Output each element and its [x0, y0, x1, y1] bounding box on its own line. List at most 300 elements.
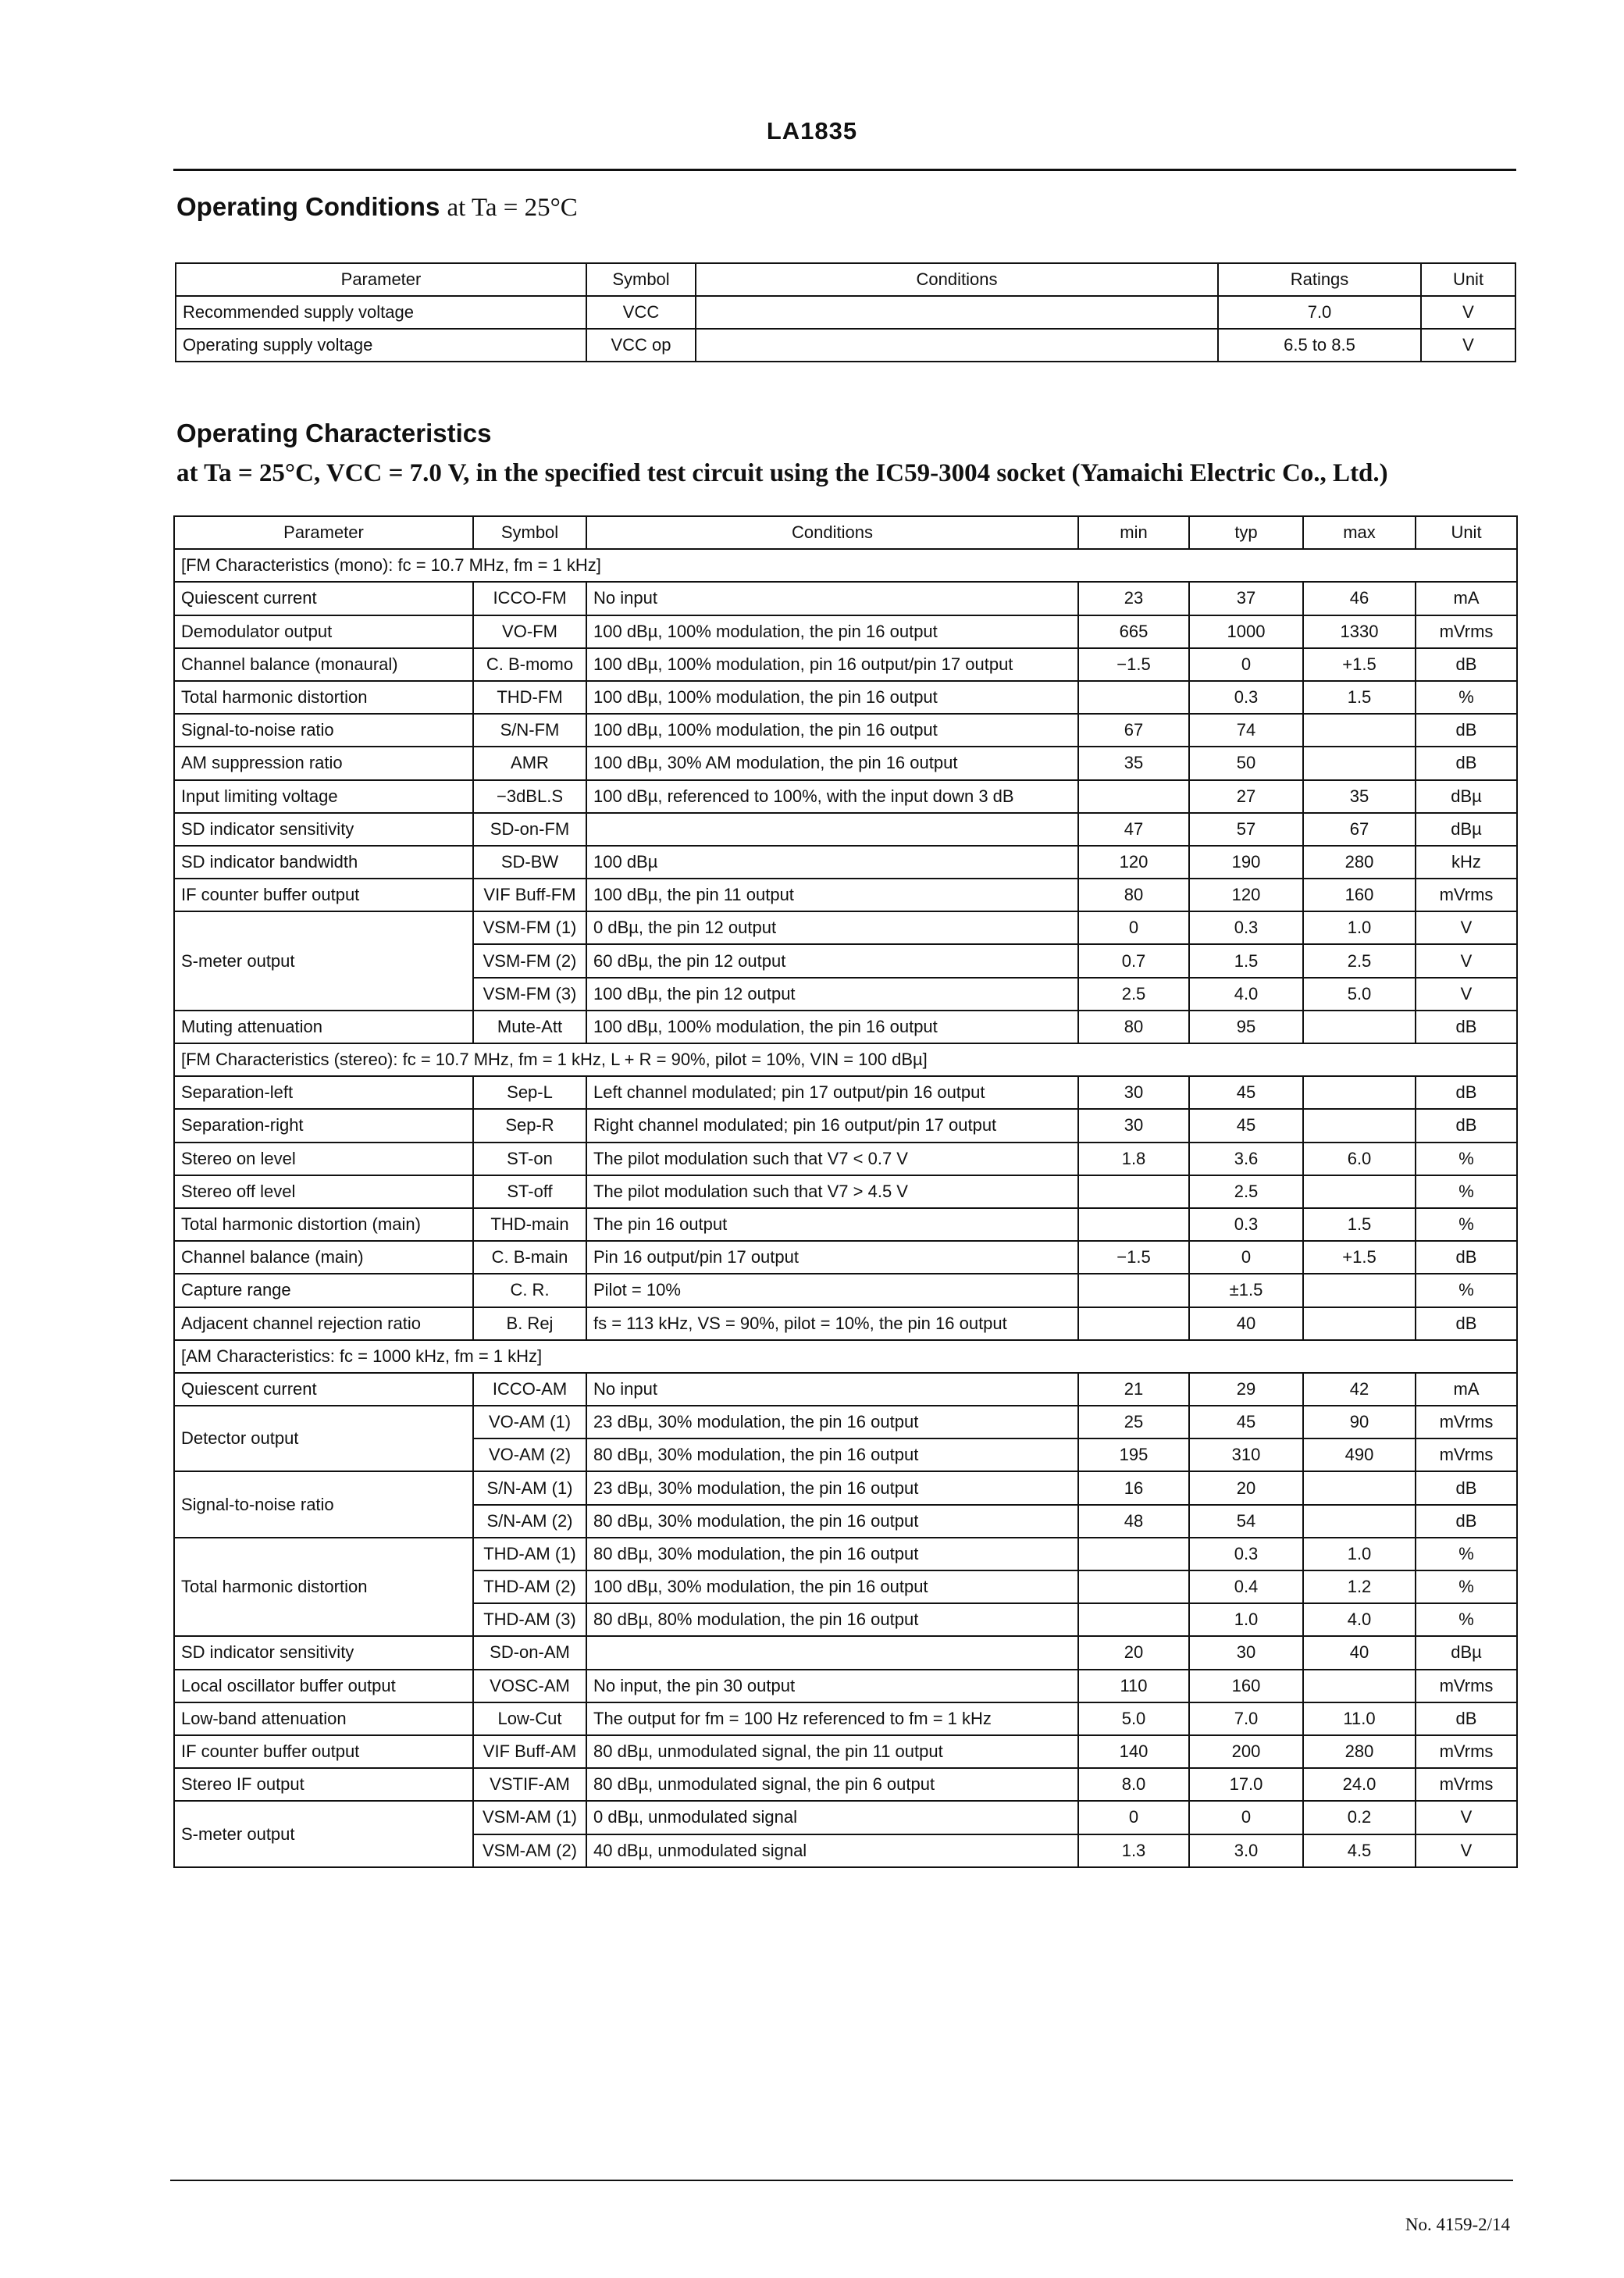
table-row [174, 615, 1517, 648]
operating-characteristics-table [173, 515, 1518, 1868]
min-cell: −1.5 [1078, 1241, 1189, 1274]
unit-cell: % [1416, 1175, 1517, 1208]
unit-cell: V [1416, 1801, 1517, 1834]
column-header: Conditions [696, 263, 1218, 296]
table-row [174, 879, 1517, 911]
typ-cell: 2.5 [1189, 1175, 1303, 1208]
max-cell: 160 [1303, 879, 1416, 911]
min-cell: 25 [1078, 1406, 1189, 1438]
conditions-cell: 100 dBµ, 100% modulation, the pin 16 output [586, 714, 1078, 747]
parameter-cell: SD indicator sensitivity [174, 813, 473, 846]
max-cell: 90 [1303, 1406, 1416, 1438]
min-cell: 0.7 [1078, 944, 1189, 977]
table-row [174, 1011, 1517, 1043]
typ-cell: 4.0 [1189, 978, 1303, 1011]
unit-cell: mVrms [1416, 615, 1517, 648]
max-cell: 280 [1303, 846, 1416, 879]
conditions-cell: 23 dBµ, 30% modulation, the pin 16 output [586, 1471, 1078, 1504]
page-title: LA1835 [766, 117, 858, 144]
symbol-cell: C. B-momo [473, 648, 586, 681]
unit-cell: % [1416, 1143, 1517, 1175]
unit-cell: dB [1416, 648, 1517, 681]
max-cell: 42 [1303, 1373, 1416, 1406]
min-cell: 35 [1078, 747, 1189, 779]
unit-cell: % [1416, 1570, 1517, 1603]
typ-cell: 1.5 [1189, 944, 1303, 977]
typ-cell: 0.3 [1189, 681, 1303, 714]
table-row [174, 911, 1517, 944]
parameter-cell: Separation-right [174, 1109, 473, 1142]
typ-cell: 45 [1189, 1076, 1303, 1109]
parameter-cell: Signal-to-noise ratio [174, 714, 473, 747]
symbol-cell: Mute-Att [473, 1011, 586, 1043]
symbol-cell: VSTIF-AM [473, 1768, 586, 1801]
min-cell: 67 [1078, 714, 1189, 747]
conditions-cell: 60 dBµ, the pin 12 output [586, 944, 1078, 977]
parameter-cell: Input limiting voltage [174, 780, 473, 813]
table-row [174, 1768, 1517, 1801]
symbol-cell: VOSC-AM [473, 1670, 586, 1702]
parameter-cell: Capture range [174, 1274, 473, 1307]
max-cell: 1.2 [1303, 1570, 1416, 1603]
conditions-cell: 100 dBµ, 30% AM modulation, the pin 16 output [586, 747, 1078, 779]
unit-cell: dB [1416, 1109, 1517, 1142]
typ-cell: 0.3 [1189, 1538, 1303, 1570]
table-cell: VCC op [586, 329, 696, 362]
table-row [174, 1076, 1517, 1109]
min-cell: 21 [1078, 1373, 1189, 1406]
min-cell: 23 [1078, 582, 1189, 615]
table-cell: V [1421, 329, 1515, 362]
max-cell: +1.5 [1303, 1241, 1416, 1274]
min-cell: 5.0 [1078, 1702, 1189, 1735]
min-cell: 80 [1078, 1011, 1189, 1043]
table-row [174, 846, 1517, 879]
parameter-cell: S-meter output [174, 911, 473, 1011]
min-cell: 48 [1078, 1505, 1189, 1538]
max-cell: 11.0 [1303, 1702, 1416, 1735]
min-cell [1078, 1603, 1189, 1636]
max-cell: 0.2 [1303, 1801, 1416, 1834]
unit-cell: dB [1416, 1505, 1517, 1538]
typ-cell: 17.0 [1189, 1768, 1303, 1801]
table-row [174, 1801, 1517, 1834]
parameter-cell: IF counter buffer output [174, 879, 473, 911]
symbol-cell: B. Rej [473, 1307, 586, 1340]
conditions-cell: 80 dBµ, unmodulated signal, the pin 6 output [586, 1768, 1078, 1801]
conditions-cell: 100 dBµ, 30% modulation, the pin 16 output [586, 1570, 1078, 1603]
max-cell [1303, 1505, 1416, 1538]
symbol-cell: C. B-main [473, 1241, 586, 1274]
min-cell [1078, 1307, 1189, 1340]
parameter-cell: Stereo off level [174, 1175, 473, 1208]
table-cell [696, 329, 1218, 362]
parameter-cell: Channel balance (monaural) [174, 648, 473, 681]
symbol-cell: ST-on [473, 1143, 586, 1175]
table-cell: 7.0 [1218, 296, 1421, 329]
table-row [174, 582, 1517, 615]
unit-cell: mVrms [1416, 1670, 1517, 1702]
conditions-cell [586, 1636, 1078, 1669]
symbol-cell: SD-on-AM [473, 1636, 586, 1669]
table-cell [696, 296, 1218, 329]
operating-characteristics-title: Operating Characteristics [176, 419, 492, 447]
parameter-cell: Signal-to-noise ratio [174, 1471, 473, 1537]
typ-cell: 7.0 [1189, 1702, 1303, 1735]
max-cell: 490 [1303, 1438, 1416, 1471]
min-cell: 1.8 [1078, 1143, 1189, 1175]
symbol-cell: VSM-AM (1) [473, 1801, 586, 1834]
symbol-cell: VSM-FM (2) [473, 944, 586, 977]
table-row [174, 714, 1517, 747]
conditions-cell: 100 dBµ, the pin 12 output [586, 978, 1078, 1011]
parameter-cell: Demodulator output [174, 615, 473, 648]
typ-cell: 27 [1189, 780, 1303, 813]
parameter-cell: S-meter output [174, 1801, 473, 1866]
typ-cell: 0.3 [1189, 1208, 1303, 1241]
conditions-cell: 100 dBµ, 100% modulation, the pin 16 output [586, 1011, 1078, 1043]
table-row [174, 648, 1517, 681]
min-cell: 665 [1078, 615, 1189, 648]
conditions-cell: 23 dBµ, 30% modulation, the pin 16 output [586, 1406, 1078, 1438]
table-row [174, 1241, 1517, 1274]
symbol-cell: VSM-FM (3) [473, 978, 586, 1011]
conditions-cell: No input [586, 582, 1078, 615]
min-cell: 47 [1078, 813, 1189, 846]
table-row [174, 1735, 1517, 1768]
table-cell: V [1421, 296, 1515, 329]
symbol-cell: Sep-R [473, 1109, 586, 1142]
table-row [174, 1175, 1517, 1208]
unit-cell: dB [1416, 1307, 1517, 1340]
symbol-cell: VSM-AM (2) [473, 1834, 586, 1867]
parameter-cell: Recommended supply voltage [176, 296, 586, 329]
typ-cell: 95 [1189, 1011, 1303, 1043]
symbol-cell: Sep-L [473, 1076, 586, 1109]
min-cell: 1.3 [1078, 1834, 1189, 1867]
conditions-cell: 100 dBµ, the pin 11 output [586, 879, 1078, 911]
symbol-cell: ICCO-FM [473, 582, 586, 615]
section-label: [FM Characteristics (mono): fc = 10.7 MHz, fm = 1 kHz] [174, 549, 1517, 582]
unit-cell: mVrms [1416, 1438, 1517, 1471]
min-cell: 110 [1078, 1670, 1189, 1702]
typ-cell: 310 [1189, 1438, 1303, 1471]
table-row [174, 1373, 1517, 1406]
symbol-cell: AMR [473, 747, 586, 779]
conditions-cell: 100 dBµ, 100% modulation, the pin 16 output [586, 615, 1078, 648]
symbol-cell: ICCO-AM [473, 1373, 586, 1406]
table-row [174, 1208, 1517, 1241]
typ-cell: 40 [1189, 1307, 1303, 1340]
conditions-cell: 100 dBµ [586, 846, 1078, 879]
max-cell: 35 [1303, 780, 1416, 813]
header-rule [173, 169, 1516, 171]
unit-cell: dBµ [1416, 1636, 1517, 1669]
unit-cell: dB [1416, 1241, 1517, 1274]
column-header: Symbol [473, 516, 586, 549]
max-cell [1303, 747, 1416, 779]
unit-cell: dB [1416, 1076, 1517, 1109]
max-cell [1303, 1307, 1416, 1340]
typ-cell: 200 [1189, 1735, 1303, 1768]
min-cell [1078, 1175, 1189, 1208]
column-header: Parameter [176, 263, 586, 296]
symbol-cell: VO-FM [473, 615, 586, 648]
conditions-cell: 100 dBµ, 100% modulation, pin 16 output/pin 17 output [586, 648, 1078, 681]
max-cell [1303, 1109, 1416, 1142]
unit-cell: % [1416, 1274, 1517, 1307]
parameter-cell: Muting attenuation [174, 1011, 473, 1043]
section-header-row [174, 549, 1517, 582]
typ-cell: ±1.5 [1189, 1274, 1303, 1307]
table-header-row [176, 263, 1515, 296]
conditions-cell: 0 dBµ, the pin 12 output [586, 911, 1078, 944]
table-cell: 6.5 to 8.5 [1218, 329, 1421, 362]
section-header-row [174, 1340, 1517, 1373]
min-cell: 120 [1078, 846, 1189, 879]
min-cell [1078, 1538, 1189, 1570]
symbol-cell: THD-FM [473, 681, 586, 714]
max-cell: 1330 [1303, 615, 1416, 648]
parameter-cell: Stereo on level [174, 1143, 473, 1175]
max-cell: 67 [1303, 813, 1416, 846]
symbol-cell: THD-AM (2) [473, 1570, 586, 1603]
conditions-cell: 100 dBµ, 100% modulation, the pin 16 output [586, 681, 1078, 714]
min-cell: 8.0 [1078, 1768, 1189, 1801]
typ-cell: 45 [1189, 1109, 1303, 1142]
max-cell: 5.0 [1303, 978, 1416, 1011]
operating-characteristics-subtitle: at Ta = 25°C, VCC = 7.0 V, in the specified test circuit using the IC59-3004 socket (Yamaichi Electric Co., Ltd.) [176, 459, 1388, 487]
table-row [174, 1307, 1517, 1340]
unit-cell: mA [1416, 582, 1517, 615]
typ-cell: 0 [1189, 1801, 1303, 1834]
table-row [174, 1406, 1517, 1438]
typ-cell: 37 [1189, 582, 1303, 615]
min-cell [1078, 1208, 1189, 1241]
parameter-cell: Separation-left [174, 1076, 473, 1109]
max-cell: 1.5 [1303, 1208, 1416, 1241]
section-label: [FM Characteristics (stereo): fc = 10.7 MHz, fm = 1 kHz, L + R = 90%, pilot = 10%, VIN = 100 dBµ] [174, 1043, 1517, 1076]
max-cell: +1.5 [1303, 648, 1416, 681]
section-header-row [174, 1043, 1517, 1076]
parameter-cell: Quiescent current [174, 582, 473, 615]
max-cell [1303, 1471, 1416, 1504]
table-row [174, 1636, 1517, 1669]
typ-cell: 74 [1189, 714, 1303, 747]
symbol-cell: −3dBL.S [473, 780, 586, 813]
parameter-cell: Total harmonic distortion [174, 1538, 473, 1637]
min-cell [1078, 1274, 1189, 1307]
unit-cell: dB [1416, 1471, 1517, 1504]
max-cell [1303, 1274, 1416, 1307]
min-cell: 80 [1078, 879, 1189, 911]
column-header: Conditions [586, 516, 1078, 549]
conditions-cell: The output for fm = 100 Hz referenced to fm = 1 kHz [586, 1702, 1078, 1735]
conditions-cell: 80 dBµ, 80% modulation, the pin 16 output [586, 1603, 1078, 1636]
parameter-cell: SD indicator bandwidth [174, 846, 473, 879]
symbol-cell: S/N-FM [473, 714, 586, 747]
min-cell [1078, 780, 1189, 813]
unit-cell: V [1416, 1834, 1517, 1867]
table-row [174, 780, 1517, 813]
symbol-cell: VSM-FM (1) [473, 911, 586, 944]
max-cell [1303, 1175, 1416, 1208]
typ-cell: 20 [1189, 1471, 1303, 1504]
parameter-cell: Channel balance (main) [174, 1241, 473, 1274]
max-cell [1303, 714, 1416, 747]
symbol-cell: VO-AM (2) [473, 1438, 586, 1471]
conditions-cell [586, 813, 1078, 846]
symbol-cell: THD-AM (3) [473, 1603, 586, 1636]
typ-cell: 0.3 [1189, 911, 1303, 944]
column-header: Unit [1421, 263, 1515, 296]
table-row [176, 296, 1515, 329]
parameter-cell: Detector output [174, 1406, 473, 1471]
parameter-cell: Stereo IF output [174, 1768, 473, 1801]
symbol-cell: S/N-AM (2) [473, 1505, 586, 1538]
conditions-cell: The pin 16 output [586, 1208, 1078, 1241]
column-header: max [1303, 516, 1416, 549]
typ-cell: 50 [1189, 747, 1303, 779]
max-cell: 4.0 [1303, 1603, 1416, 1636]
max-cell: 280 [1303, 1735, 1416, 1768]
conditions-cell: 40 dBµ, unmodulated signal [586, 1834, 1078, 1867]
conditions-cell: 80 dBµ, unmodulated signal, the pin 11 output [586, 1735, 1078, 1768]
min-cell [1078, 681, 1189, 714]
max-cell: 40 [1303, 1636, 1416, 1669]
conditions-cell: No input [586, 1373, 1078, 1406]
typ-cell: 45 [1189, 1406, 1303, 1438]
max-cell [1303, 1670, 1416, 1702]
conditions-cell: Left channel modulated; pin 17 output/pin 16 output [586, 1076, 1078, 1109]
parameter-cell: Operating supply voltage [176, 329, 586, 362]
unit-cell: % [1416, 681, 1517, 714]
unit-cell: % [1416, 1603, 1517, 1636]
max-cell: 1.5 [1303, 681, 1416, 714]
symbol-cell: C. R. [473, 1274, 586, 1307]
unit-cell: mA [1416, 1373, 1517, 1406]
conditions-cell: 80 dBµ, 30% modulation, the pin 16 output [586, 1538, 1078, 1570]
symbol-cell: THD-AM (1) [473, 1538, 586, 1570]
parameter-cell: Quiescent current [174, 1373, 473, 1406]
symbol-cell: THD-main [473, 1208, 586, 1241]
symbol-cell: SD-BW [473, 846, 586, 879]
unit-cell: dB [1416, 714, 1517, 747]
typ-cell: 0 [1189, 648, 1303, 681]
conditions-cell: Pilot = 10% [586, 1274, 1078, 1307]
typ-cell: 54 [1189, 1505, 1303, 1538]
typ-cell: 160 [1189, 1670, 1303, 1702]
operating-conditions-table [175, 262, 1516, 362]
min-cell: 30 [1078, 1076, 1189, 1109]
unit-cell: kHz [1416, 846, 1517, 879]
conditions-cell: Pin 16 output/pin 17 output [586, 1241, 1078, 1274]
table-row [174, 1471, 1517, 1504]
symbol-cell: VO-AM (1) [473, 1406, 586, 1438]
table-header-row [174, 516, 1517, 549]
typ-cell: 1.0 [1189, 1603, 1303, 1636]
typ-cell: 0.4 [1189, 1570, 1303, 1603]
page-number: No. 4159-2/14 [1405, 2215, 1510, 2234]
conditions-cell: 80 dBµ, 30% modulation, the pin 16 output [586, 1438, 1078, 1471]
column-header: Parameter [174, 516, 473, 549]
table-row [174, 1670, 1517, 1702]
unit-cell: dBµ [1416, 780, 1517, 813]
min-cell: −1.5 [1078, 648, 1189, 681]
max-cell: 4.5 [1303, 1834, 1416, 1867]
min-cell: 0 [1078, 1801, 1189, 1834]
table-row [174, 1143, 1517, 1175]
parameter-cell: Adjacent channel rejection ratio [174, 1307, 473, 1340]
max-cell: 2.5 [1303, 944, 1416, 977]
unit-cell: mVrms [1416, 1768, 1517, 1801]
max-cell: 1.0 [1303, 1538, 1416, 1570]
typ-cell: 57 [1189, 813, 1303, 846]
section-label: [AM Characteristics: fc = 1000 kHz, fm = 1 kHz] [174, 1340, 1517, 1373]
operating-conditions-title: Operating Conditions [176, 192, 440, 221]
min-cell: 20 [1078, 1636, 1189, 1669]
conditions-cell: The pilot modulation such that V7 < 0.7 V [586, 1143, 1078, 1175]
symbol-cell: VIF Buff-AM [473, 1735, 586, 1768]
unit-cell: % [1416, 1208, 1517, 1241]
symbol-cell: ST-off [473, 1175, 586, 1208]
column-header: Ratings [1218, 263, 1421, 296]
max-cell: 6.0 [1303, 1143, 1416, 1175]
unit-cell: dBµ [1416, 813, 1517, 846]
symbol-cell: VIF Buff-FM [473, 879, 586, 911]
conditions-cell: Right channel modulated; pin 16 output/pin 17 output [586, 1109, 1078, 1142]
min-cell: 195 [1078, 1438, 1189, 1471]
unit-cell: dB [1416, 1702, 1517, 1735]
unit-cell: dB [1416, 1011, 1517, 1043]
parameter-cell: SD indicator sensitivity [174, 1636, 473, 1669]
max-cell: 1.0 [1303, 911, 1416, 944]
column-header: min [1078, 516, 1189, 549]
max-cell: 24.0 [1303, 1768, 1416, 1801]
column-header: Unit [1416, 516, 1517, 549]
footer-rule [170, 2180, 1513, 2181]
table-row [174, 747, 1517, 779]
typ-cell: 190 [1189, 846, 1303, 879]
min-cell: 140 [1078, 1735, 1189, 1768]
parameter-cell: Total harmonic distortion (main) [174, 1208, 473, 1241]
typ-cell: 29 [1189, 1373, 1303, 1406]
table-cell: VCC [586, 296, 696, 329]
min-cell: 30 [1078, 1109, 1189, 1142]
table-row [174, 1702, 1517, 1735]
table-row [176, 329, 1515, 362]
unit-cell: mVrms [1416, 1406, 1517, 1438]
unit-cell: mVrms [1416, 879, 1517, 911]
min-cell: 2.5 [1078, 978, 1189, 1011]
parameter-cell: Local oscillator buffer output [174, 1670, 473, 1702]
parameter-cell: AM suppression ratio [174, 747, 473, 779]
parameter-cell: IF counter buffer output [174, 1735, 473, 1768]
table-row [174, 681, 1517, 714]
typ-cell: 30 [1189, 1636, 1303, 1669]
symbol-cell: SD-on-FM [473, 813, 586, 846]
table-row [174, 1538, 1517, 1570]
min-cell: 16 [1078, 1471, 1189, 1504]
parameter-cell: Low-band attenuation [174, 1702, 473, 1735]
column-header: typ [1189, 516, 1303, 549]
symbol-cell: S/N-AM (1) [473, 1471, 586, 1504]
operating-conditions-condition: at Ta = 25°C [447, 194, 578, 222]
unit-cell: mVrms [1416, 1735, 1517, 1768]
symbol-cell: Low-Cut [473, 1702, 586, 1735]
parameter-cell: Total harmonic distortion [174, 681, 473, 714]
column-header: Symbol [586, 263, 696, 296]
